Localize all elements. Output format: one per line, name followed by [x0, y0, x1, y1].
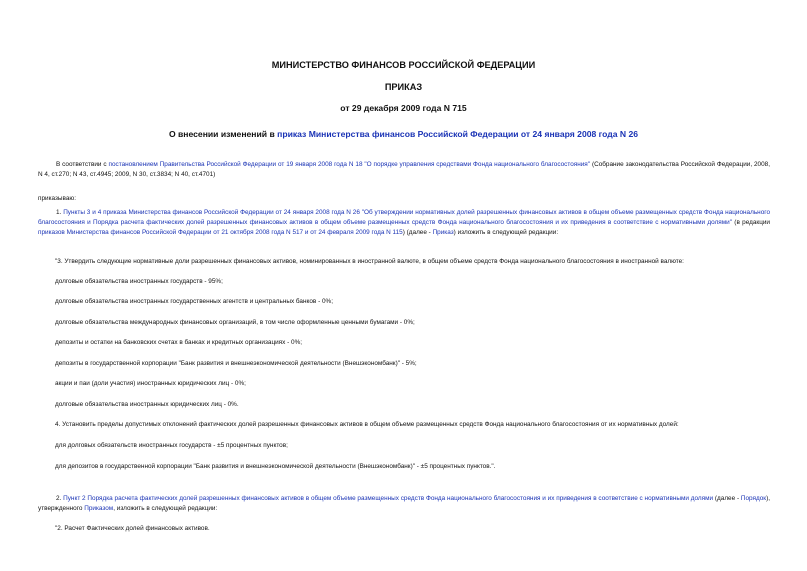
list-item: долговые обязательства международных финансовых организаций, в том числе оформленные ценными бумагами - 0%;	[55, 319, 415, 326]
list-item: акции и паи (доли участия) иностранных юридических лиц - 0%;	[55, 380, 246, 387]
title-prefix: О внесении изменений в	[168, 129, 278, 139]
point-1-paragraph	[38, 208, 770, 238]
point-1-link-3[interactable]: Приказ	[432, 229, 454, 236]
point-2-link-2[interactable]: Порядок	[740, 495, 767, 502]
point-2-text-3: ), утвержденного	[38, 495, 770, 512]
point-2-paragraph	[38, 494, 770, 514]
point-1-text-4: ) изложить в следующей редакции:	[453, 229, 559, 236]
title-link[interactable]: приказ Министерства финансов Российской Федерации от 24 января 2008 года N 26	[277, 129, 639, 139]
preamble-link[interactable]: постановлением Правительства Российской Федерации от 19 января 2008 года N 18 "О порядке управления средствами Фонда национального благосостояния"	[108, 161, 591, 168]
list-item: депозиты и остатки на банковских счетах в банках и кредитных организациях - 0%;	[55, 339, 303, 346]
plus-minus-icon: ±	[420, 463, 425, 470]
list-item: депозиты в государственной корпорации "Банк развития и внешнеэкономической деятельности (Внешэкономбанк)" - 5%;	[55, 360, 417, 367]
point-2-text-4: , изложить в следующей редакции:	[113, 505, 218, 512]
point-2-text-1: 2.	[56, 495, 64, 502]
limit-2-text-a: для депозитов в государственной корпорации "Банк развития и внешнеэкономической деятельности (Внешэкономбанк)" -	[55, 463, 421, 470]
point-1-link-1[interactable]: Пункты 3 и 4 приказа Министерства финансов Российской Федерации от 24 января 2008 года N 26 "Об утверждении нормативных долей разрешенных финансовых активов в общем объеме размещенных средств Фонда национального благосостояния и Порядка расчета фактических долей разрешенных финансовых активов в общем объеме размещенных средств Фонда национального благосостояния и их приведения в соответствие с нормативными долями"	[38, 209, 770, 226]
point-2-link-3[interactable]: Приказом	[84, 505, 114, 512]
preamble-text-2: (Собрание законодательства Российской Федерации, 2008, N 4, ст.270; N 43, ст.4945; 2009, N 30, ст.3834; N 40, ст.4701)	[38, 161, 770, 178]
point-1-text-1: 1.	[56, 209, 64, 216]
point-2-text-2: (далее -	[713, 495, 741, 502]
last-line: "2. Расчет Фактических долей финансовых активов.	[55, 525, 210, 532]
doc-type-heading: ПРИКАЗ	[384, 82, 423, 92]
list-item: долговые обязательства иностранных государственных агентств и центральных банков - 0%;	[55, 298, 334, 305]
point-1-text-3: ) (далее -	[402, 229, 433, 236]
limit-2-text-b: 5 процентных пунктов.".	[424, 463, 496, 470]
document-title	[0, 129, 807, 139]
list-item: долговые обязательства иностранных государств - 95%;	[55, 278, 223, 285]
list-item: долговые обязательства иностранных юридических лиц - 0%.	[55, 401, 239, 408]
limit-1-text-a: для долговых обязательств иностранных государств -	[55, 442, 218, 449]
preamble-text-1: В соответствии с	[56, 161, 109, 168]
ministry-heading: МИНИСТЕРСТВО ФИНАНСОВ РОССИЙСКОЙ ФЕДЕРАЦИИ	[271, 60, 536, 70]
plus-minus-icon: ±	[217, 442, 221, 449]
point-2-link-1[interactable]: Пункт 2 Порядка расчета фактических долей разрешенных финансовых активов в общем объеме размещенных средств Фонда национального благосостояния и их приведения в соответствие с нормативными долями	[63, 495, 714, 502]
point-3-intro: "3. Утвердить следующие нормативные доли разрешенных финансовых активов, номинированных в иностранной валюте, в общем объеме средств Фонда национального благосостояния в иностранной валюте:	[55, 258, 684, 265]
point-1-text-2: (в редакции	[732, 219, 770, 226]
limit-1-text-b: 5 процентных пунктов;	[220, 442, 288, 449]
preamble-paragraph	[38, 160, 770, 180]
limit-line-1	[55, 441, 770, 451]
date-number-heading: от 29 декабря 2009 года N 715	[340, 103, 467, 113]
order-word: приказываю:	[38, 195, 76, 202]
limit-line-2	[55, 462, 770, 472]
point-1-link-2[interactable]: приказов Министерства финансов Российской Федерации от 21 октября 2008 года N 517 и от 24 февраля 2009 года N 115	[38, 229, 403, 236]
point-4-intro: 4. Установить пределы допустимых отклонений фактических долей разрешенных финансовых активов в общем объеме размещенных средств Фонда национального благосостояния от их нормативных долей:	[55, 421, 679, 428]
